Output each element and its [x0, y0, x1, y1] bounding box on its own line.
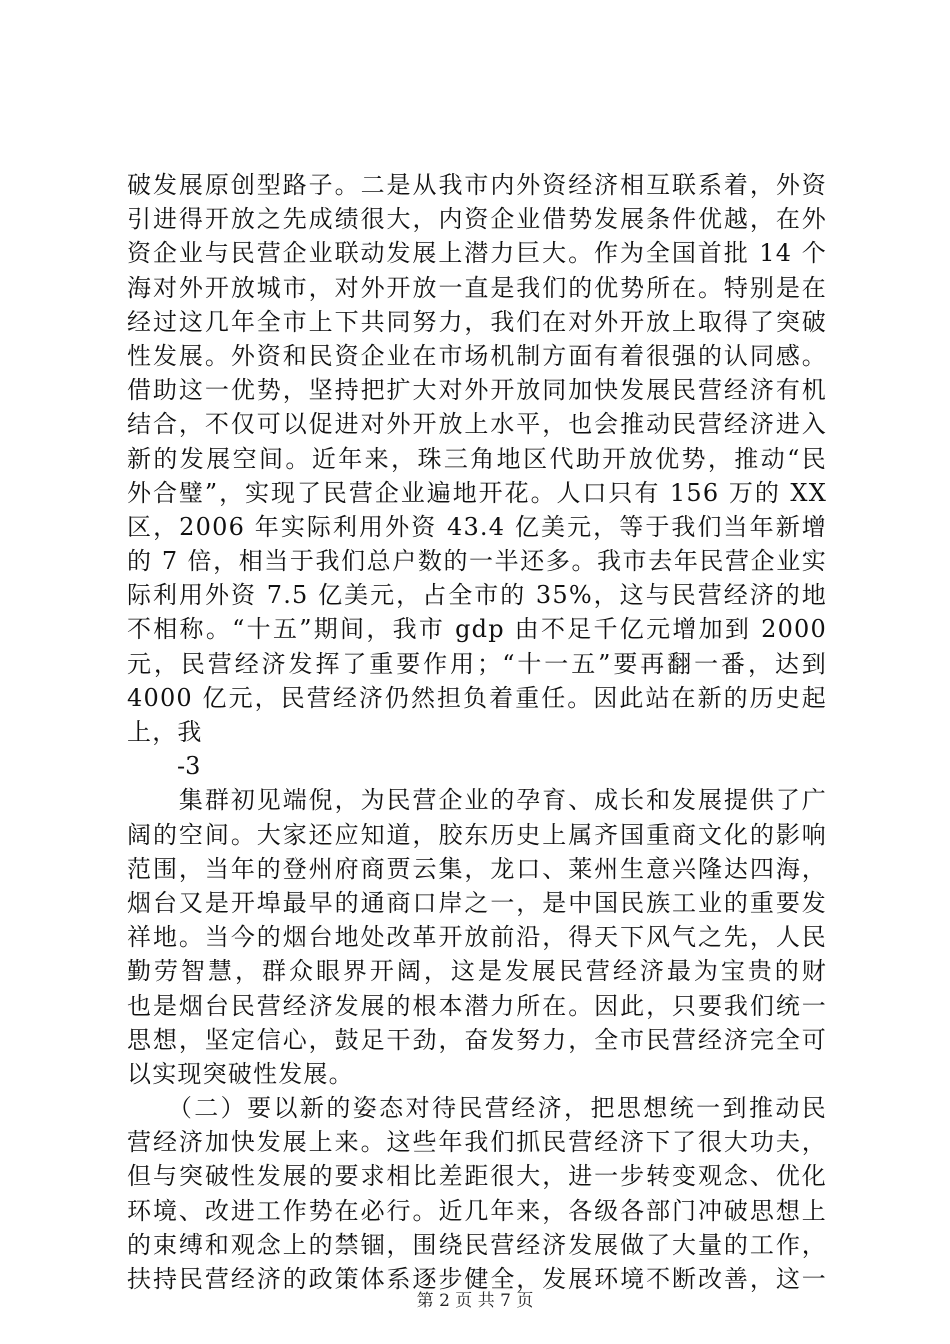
text-line: 外合璧”，实现了民营企业遍地开花。人口只有 156 万的 XX [127, 478, 827, 507]
text-line: 引进得开放之先成绩很大，内资企业借势发展条件优越，在外 [127, 205, 827, 234]
text-line: 结合，不仅可以促进对外开放上水平，也会推动民营经济进入 [127, 410, 827, 439]
text-line: 不相称。“十五”期间，我市 gdp 由不足千亿元增加到 2000 [127, 615, 827, 644]
text-line: 新的发展空间。近年来，珠三角地区代助开放优势，推动“民 [127, 444, 827, 473]
text-line: 借助这一优势，坚持把扩大对外开放同加快发展民营经济有机 [127, 376, 827, 405]
text-line: （二）要以新的姿态对待民营经济，把思想统一到推动民 [127, 1094, 827, 1123]
text-line: 扶持民营经济的政策体系逐步健全，发展环境不断改善，这一 [127, 1265, 827, 1293]
text-line: 营经济加快发展上来。这些年我们抓民营经济下了很大功夫， [127, 1128, 827, 1157]
text-line: 祥地。当今的烟台地处改革开放前沿，得天下风气之先，人民 [127, 923, 827, 952]
body-text [127, 168, 827, 1296]
text-line: 际利用外资 7.5 亿美元，占全市的 35%，这与民营经济的地 [127, 581, 827, 610]
text-line: 以实现突破性发展。 [127, 1059, 354, 1088]
text-line: 范围，当年的登州府商贾云集，龙口、莱州生意兴隆达四海， [127, 854, 827, 883]
text-line: 4000 亿元，民营经济仍然担负着重任。因此站在新的历史起 [127, 683, 827, 712]
text-line: 也是烟台民营经济发展的根本潜力所在。因此，只要我们统一 [127, 991, 827, 1020]
text-line: 环境、改进工作势在必行。近几年来，各级各部门冲破思想上 [127, 1196, 827, 1225]
text-line: 勤劳智慧，群众眼界开阔，这是发展民营经济最为宝贵的财 [127, 957, 827, 986]
text-line: 烟台又是开埠最早的通商口岸之一，是中国民族工业的重要发 [127, 888, 827, 917]
text-line: 思想，坚定信心，鼓足干劲，奋发努力，全市民营经济完全可 [127, 1025, 827, 1054]
text-line: 区，2006 年实际利用外资 43.4 亿美元，等于我们当年新增 [127, 512, 827, 541]
text-line: 的束缚和观念上的禁锢，围绕民营经济发展做了大量的工作， [127, 1230, 827, 1259]
text-line: 集群初见端倪，为民营企业的孕育、成长和发展提供了广 [127, 786, 827, 815]
page-mark: -3 [177, 752, 201, 781]
text-line: 资企业与民营企业联动发展上潜力巨大。作为全国首批 14 个 [127, 239, 827, 268]
text-line: 的 7 倍，相当于我们总户数的一半还多。我市去年民营企业实 [127, 547, 827, 576]
text-line: 阔的空间。大家还应知道，胶东历史上属齐国重商文化的影响 [127, 820, 827, 849]
page-footer: 第 2 页 共 7 页 [416, 1291, 534, 1311]
text-line: 性发展。外资和民资企业在市场机制方面有着很强的认同感。 [127, 341, 827, 370]
text-line: 上，我 [127, 718, 203, 746]
text-line: 经过这几年全市上下共同努力，我们在对外开放上取得了突破 [127, 307, 827, 336]
text-line: 海对外开放城市，对外开放一直是我们的优势所在。特别是在 [127, 273, 827, 302]
text-line: 元，民营经济发挥了重要作用；“十一五”要再翻一番，达到 [127, 649, 827, 678]
text-line: 但与突破性发展的要求相比差距很大，进一步转变观念、优化 [127, 1162, 827, 1191]
text-line: 破发展原创型路子。二是从我市内外资经济相互联系着，外资 [127, 171, 827, 199]
